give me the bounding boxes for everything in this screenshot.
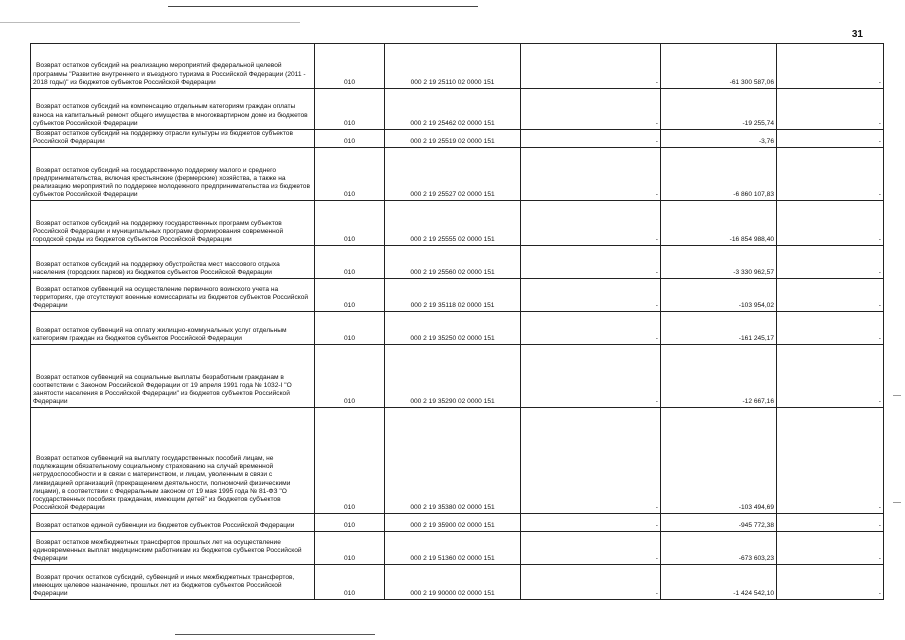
executed-amount-cell: -16 854 988,40	[661, 201, 777, 246]
executed-amount-cell: -19 255,74	[661, 89, 777, 130]
description-cell: Возврат остатков субсидий на поддержку государственных программ субъектов Российской Федерации и муниципальных программ формирования современной городской среды из бюджетов субъектов Российской Федерации	[31, 201, 315, 246]
line-code-cell: 010	[315, 345, 385, 408]
unexecuted-amount-cell: -	[777, 565, 884, 600]
line-code-cell: 010	[315, 565, 385, 600]
line-code-cell: 010	[315, 514, 385, 532]
line-code-cell: 010	[315, 89, 385, 130]
scan-artifact-line-top-left	[168, 6, 478, 7]
line-code-cell: 010	[315, 408, 385, 514]
budget-classification-code-cell: 000 2 19 35290 02 0000 151	[385, 345, 521, 408]
executed-amount-cell: -61 300 587,06	[661, 44, 777, 89]
line-code-cell: 010	[315, 279, 385, 312]
approved-amount-cell: -	[521, 514, 661, 532]
line-code-cell: 010	[315, 532, 385, 565]
table-row	[31, 201, 884, 246]
description-cell: Возврат остатков субвенций на оплату жилищно-коммунальных услуг отдельным категориям граждан из бюджетов субъектов Российской Федерации	[31, 312, 315, 345]
approved-amount-cell: -	[521, 408, 661, 514]
description-cell: Возврат остатков субвенций на осуществление первичного воинского учета на территориях, где отсутствуют военные комиссариаты из бюджетов субъектов Российской Федерации	[31, 279, 315, 312]
approved-amount-cell: -	[521, 532, 661, 565]
executed-amount-cell: -12 667,16	[661, 345, 777, 408]
approved-amount-cell: -	[521, 148, 661, 201]
scan-artifact-mark-right-1	[893, 395, 901, 396]
approved-amount-cell: -	[521, 130, 661, 148]
description-cell: Возврат остатков субсидий на поддержку отрасли культуры из бюджетов субъектов Российской Федерации	[31, 130, 315, 148]
budget-classification-code-cell: 000 2 19 51360 02 0000 151	[385, 532, 521, 565]
executed-amount-cell: -3 330 962,57	[661, 246, 777, 279]
approved-amount-cell: -	[521, 89, 661, 130]
description-cell: Возврат остатков субсидий на реализацию мероприятий федеральной целевой программы "Развитие внутреннего и въездного туризма в Российской Федерации (2011 - 2018 годы)" из бюджетов субъектов Российской Федерации	[31, 44, 315, 89]
budget-classification-code-cell: 000 2 19 25560 02 0000 151	[385, 246, 521, 279]
budget-classification-code-cell: 000 2 19 25110 02 0000 151	[385, 44, 521, 89]
executed-amount-cell: -6 860 107,83	[661, 148, 777, 201]
table-row	[31, 130, 884, 148]
line-code-cell: 010	[315, 148, 385, 201]
table-row	[31, 408, 884, 514]
unexecuted-amount-cell: -	[777, 514, 884, 532]
unexecuted-amount-cell: -	[777, 44, 884, 89]
unexecuted-amount-cell: -	[777, 279, 884, 312]
executed-amount-cell: -945 772,38	[661, 514, 777, 532]
description-cell: Возврат прочих остатков субсидий, субвенций и иных межбюджетных трансфертов, имеющих целевое назначение, прошлых лет из бюджетов субъектов Российской Федерации	[31, 565, 315, 600]
budget-classification-code-cell: 000 2 19 25462 02 0000 151	[385, 89, 521, 130]
budget-classification-code-cell: 000 2 19 35250 02 0000 151	[385, 312, 521, 345]
approved-amount-cell: -	[521, 345, 661, 408]
approved-amount-cell: -	[521, 279, 661, 312]
description-cell: Возврат остатков единой субвенции из бюджетов субъектов Российской Федерации	[31, 514, 315, 532]
unexecuted-amount-cell: -	[777, 532, 884, 565]
unexecuted-amount-cell: -	[777, 89, 884, 130]
budget-classification-code-cell: 000 2 19 25519 02 0000 151	[385, 130, 521, 148]
table-row	[31, 312, 884, 345]
executed-amount-cell: -103 494,69	[661, 408, 777, 514]
unexecuted-amount-cell: -	[777, 312, 884, 345]
description-cell: Возврат остатков субвенций на социальные выплаты безработным гражданам в соответствии с Законом Российской Федерации от 19 апреля 1991 года № 1032-I "О занятости населения в Российской Федерации" из бюджетов субъектов Российской Федерации	[31, 345, 315, 408]
line-code-cell: 010	[315, 246, 385, 279]
approved-amount-cell: -	[521, 312, 661, 345]
line-code-cell: 010	[315, 201, 385, 246]
budget-classification-code-cell: 000 2 19 35900 02 0000 151	[385, 514, 521, 532]
executed-amount-cell: -1 424 542,10	[661, 565, 777, 600]
scan-artifact-line-header	[0, 22, 300, 23]
executed-amount-cell: -103 954,02	[661, 279, 777, 312]
line-code-cell: 010	[315, 312, 385, 345]
table-row	[31, 565, 884, 600]
approved-amount-cell: -	[521, 246, 661, 279]
unexecuted-amount-cell: -	[777, 246, 884, 279]
table-row	[31, 532, 884, 565]
table-row	[31, 89, 884, 130]
table-row	[31, 246, 884, 279]
approved-amount-cell: -	[521, 565, 661, 600]
description-cell: Возврат остатков субвенций на выплату государственных пособий лицам, не подлежащим обязательному социальному страхованию на случай временной нетрудоспособности и в связи с материнством, и лицам, уволенным в связи с ликвидацией организаций (прекращением деятельности, полномочий физическими лицами), в соответствии с Федеральным законом от 19 мая 1995 года № 81-ФЗ "О государственных пособиях гражданам, имеющим детей" из бюджетов субъектов Российской Федерации	[31, 408, 315, 514]
scan-artifact-line-bottom	[175, 634, 375, 635]
table-row	[31, 148, 884, 201]
line-code-cell: 010	[315, 130, 385, 148]
scan-artifact-mark-right-2	[893, 502, 901, 503]
approved-amount-cell: -	[521, 201, 661, 246]
budget-classification-code-cell: 000 2 19 90000 02 0000 151	[385, 565, 521, 600]
description-cell: Возврат остатков субсидий на государственную поддержку малого и среднего предпринимательства, включая крестьянские (фермерские) хозяйства, а также на реализацию мероприятий по поддержке молодежного предпринимательства из бюджетов субъектов Российской Федерации	[31, 148, 315, 201]
budget-classification-code-cell: 000 2 19 35118 02 0000 151	[385, 279, 521, 312]
table-row	[31, 514, 884, 532]
unexecuted-amount-cell: -	[777, 345, 884, 408]
table-row	[31, 345, 884, 408]
budget-classification-code-cell: 000 2 19 25527 02 0000 151	[385, 148, 521, 201]
executed-amount-cell: -161 245,17	[661, 312, 777, 345]
table-row	[31, 44, 884, 89]
budget-classification-code-cell: 000 2 19 35380 02 0000 151	[385, 408, 521, 514]
unexecuted-amount-cell: -	[777, 408, 884, 514]
description-cell: Возврат остатков субсидий на компенсацию отдельным категориям граждан оплаты взноса на капитальный ремонт общего имущества в многоквартирном доме из бюджетов субъектов Российской Федерации	[31, 89, 315, 130]
description-cell: Возврат остатков субсидий на поддержку обустройства мест массового отдыха населения (городских парков) из бюджетов субъектов Российской Федерации	[31, 246, 315, 279]
page-number: 31	[851, 29, 863, 40]
budget-table-body	[31, 44, 884, 600]
approved-amount-cell: -	[521, 44, 661, 89]
table-row	[31, 279, 884, 312]
unexecuted-amount-cell: -	[777, 148, 884, 201]
executed-amount-cell: -3,76	[661, 130, 777, 148]
description-cell: Возврат остатков межбюджетных трансфертов прошлых лет на осуществление единовременных выплат медицинским работникам из бюджетов субъектов Российской Федерации	[31, 532, 315, 565]
line-code-cell: 010	[315, 44, 385, 89]
unexecuted-amount-cell: -	[777, 201, 884, 246]
budget-table	[30, 43, 884, 600]
unexecuted-amount-cell: -	[777, 130, 884, 148]
executed-amount-cell: -673 603,23	[661, 532, 777, 565]
budget-classification-code-cell: 000 2 19 25555 02 0000 151	[385, 201, 521, 246]
